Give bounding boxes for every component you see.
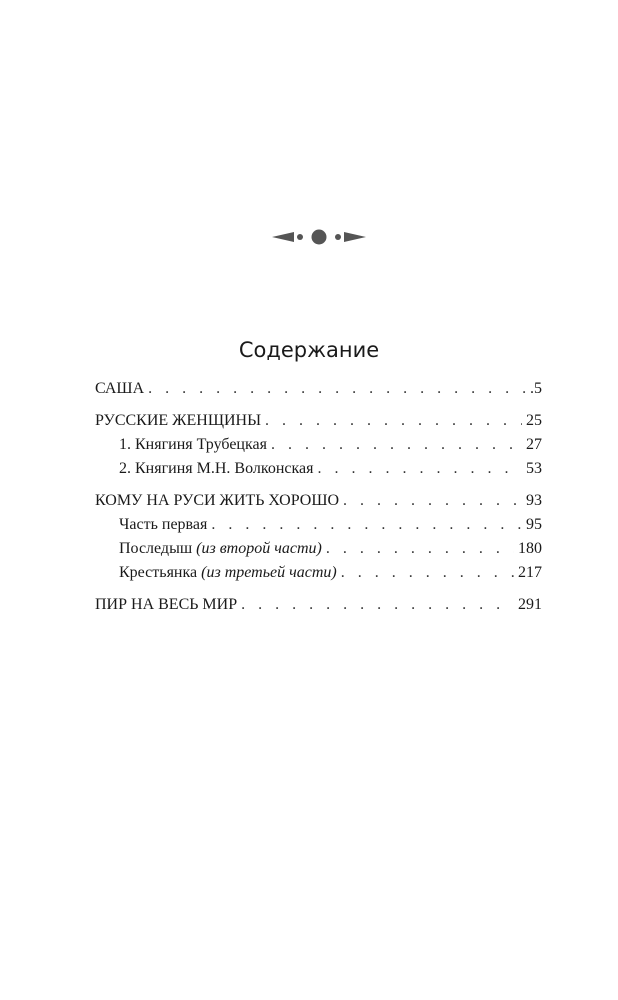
toc-entry-title: 2. Княгиня М.Н. Волконская: [119, 460, 314, 477]
toc-entry-page: 25: [526, 412, 542, 429]
toc-leader-dots: [317, 457, 522, 481]
toc-leader-dots: [211, 513, 522, 537]
toc-subentry[interactable]: [95, 513, 542, 537]
toc-entry[interactable]: [95, 593, 542, 617]
toc-subentry[interactable]: [95, 433, 542, 457]
toc-entry-page: 291: [518, 596, 542, 613]
toc-entry-title: Крестьянка (из третьей части): [119, 564, 337, 581]
toc-leader-dots: [343, 489, 522, 513]
toc-entry-title: Последыш (из второй части): [119, 540, 322, 557]
toc-subentry[interactable]: [95, 561, 542, 585]
toc-group-komu-na-rusi: [95, 489, 542, 585]
toc-leader-dots: [341, 561, 514, 585]
toc-subentry[interactable]: [95, 457, 542, 481]
toc-entry-title: 1. Княгиня Трубецкая: [119, 436, 267, 453]
toc-entry-note: (из второй части): [196, 540, 322, 557]
fleuron-ornament-icon: [272, 226, 366, 248]
toc-entry-page: .5: [530, 380, 542, 397]
toc-entry[interactable]: [95, 489, 542, 513]
toc-entry-page: 27: [526, 436, 542, 453]
toc-entry[interactable]: [95, 409, 542, 433]
toc-subentry[interactable]: [95, 537, 542, 561]
toc-entry-title: КОМУ НА РУСИ ЖИТЬ ХОРОШО: [95, 492, 340, 509]
toc-group-pir-na-ves-mir: [95, 593, 542, 617]
toc-entry-page: 217: [518, 564, 542, 581]
toc-leader-dots: [265, 409, 522, 433]
toc-leader-dots: [326, 537, 514, 561]
toc-leader-dots: [271, 433, 522, 457]
toc-leader-dots: [148, 377, 526, 401]
toc-entry[interactable]: [95, 377, 542, 401]
toc-entry-page: 180: [518, 540, 542, 557]
toc-entry-title: САША: [95, 380, 145, 397]
toc-entry-title: ПИР НА ВЕСЬ МИР: [95, 596, 238, 613]
toc-entry-title: РУССКИЕ ЖЕНЩИНЫ: [95, 412, 262, 429]
toc-group-russkie-zhenshchiny: [95, 409, 542, 481]
toc-entry-page: 53: [526, 460, 542, 477]
toc-leader-dots: [241, 593, 514, 617]
page-title: Содержание: [238, 338, 380, 362]
toc-entry-title: Часть первая: [119, 516, 208, 533]
toc-entry-page: 93: [526, 492, 542, 509]
table-of-contents: [95, 377, 542, 625]
toc-entry-note: (из третьей части): [201, 564, 337, 581]
toc-group-sasha: [95, 377, 542, 401]
toc-entry-page: 95: [526, 516, 542, 533]
